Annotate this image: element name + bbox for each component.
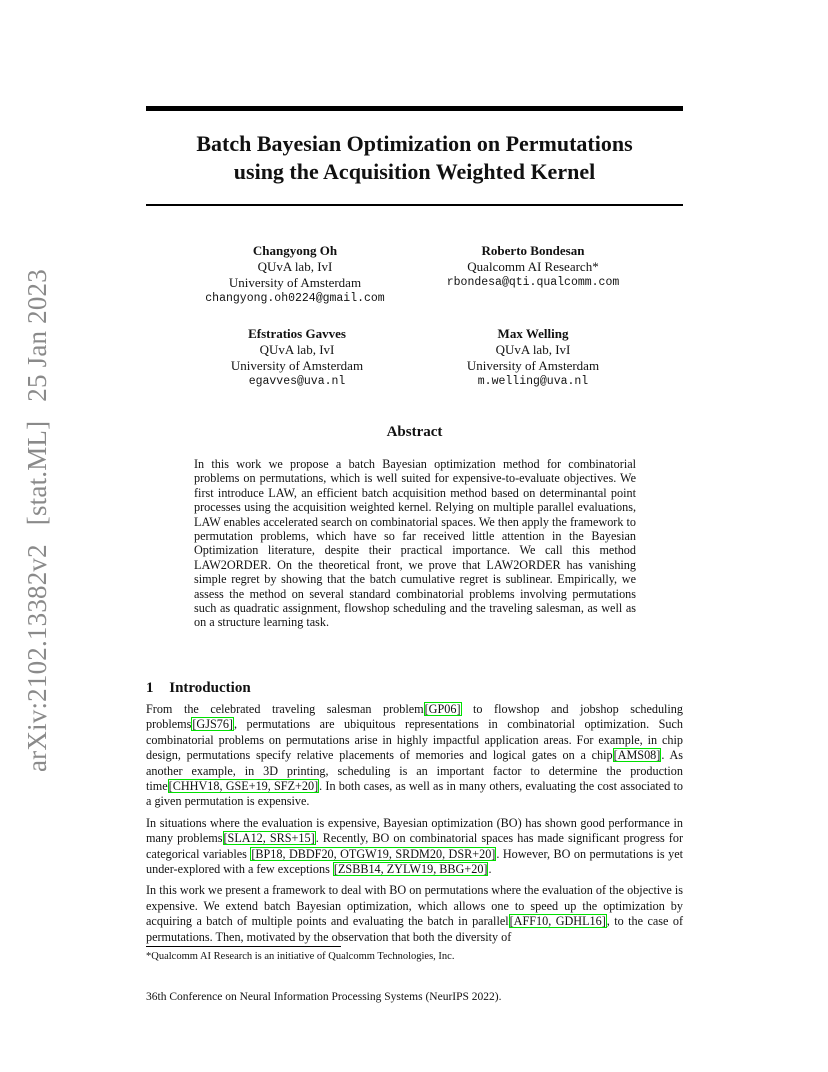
footnote: *Qualcomm AI Research is an initiative of Qualcomm Technologies, Inc. xyxy=(146,951,455,962)
paragraph-text: , permutations are ubiquitous representations in combinatorial optimization. Such combinatorial problems on permutations arise in highly impactful application areas. For example, in chip design, permutations specify relative placements of memories and logical gates on a chip xyxy=(146,717,683,763)
title-rule-bottom xyxy=(146,204,683,206)
paragraph-text: In this work we present a framework to deal with BO on permutations where the evaluation of the objective is expensive. We extend batch Bayesian optimization, which allows one to speed up the optimization by acquiring a batch of multiple points and evaluating the batch in parallel xyxy=(146,883,683,929)
paragraph-text: In situations where the evaluation is expensive, Bayesian optimization (BO) has shown good performance in many problems xyxy=(146,815,683,846)
author-block xyxy=(175,243,415,307)
section-title: Introduction xyxy=(169,680,251,696)
author-email[interactable]: changyong.oh0224@gmail.com xyxy=(205,292,385,305)
paragraph xyxy=(146,702,683,810)
citation-link[interactable]: [BP18, DBDF20, OTGW19, SRDM20, DSR+20] xyxy=(251,846,496,861)
author-block xyxy=(177,326,417,390)
arxiv-stamp xyxy=(22,257,53,772)
paragraph-text: , to the case of permutations. Then, motivated by the observation that both the diversity of xyxy=(146,914,683,944)
author-affiliation: QUvA lab, IvI xyxy=(495,342,571,357)
arxiv-date: 25 Jan 2023 xyxy=(22,269,52,402)
citation-link[interactable]: [CHHV18, GSE+19, SFZ+20] xyxy=(168,779,319,794)
citation-link[interactable]: [GJS76] xyxy=(192,717,233,732)
abstract-heading: Abstract xyxy=(386,424,443,440)
paragraph-text: . In both cases, as well as in many others, evaluating the cost associated to a given permutation is expensive. xyxy=(146,779,683,809)
paragraph-text: . xyxy=(488,862,492,877)
section-heading xyxy=(146,680,251,697)
author-name: Max Welling xyxy=(497,326,569,341)
section-number: 1 xyxy=(146,680,154,696)
arxiv-category: [stat.ML] xyxy=(22,420,52,526)
author-university: University of Amsterdam xyxy=(230,358,364,373)
author-name: Efstratios Gavves xyxy=(248,326,346,341)
title-line-2: using the Acquisition Weighted Kernel xyxy=(233,159,596,184)
paragraph-text: . As another example, in 3D printing, scheduling is an important factor to determine the production time xyxy=(146,748,683,794)
citation-link[interactable]: [GP06] xyxy=(424,702,461,716)
author-email[interactable]: rbondesa@qti.qualcomm.com xyxy=(446,276,620,289)
author-university: University of Amsterdam xyxy=(466,358,600,373)
abstract-text: In this work we propose a batch Bayesian optimization method for combinatorial problems on permutations, which is well suited for expensive-to-evaluate objectives. We first introduce LAW, an efficient batch acquisition method based on determinantal point processes using the acquisition weighted kernel. Relying on multiple parallel evaluations, LAW enables accelerated search on combinatorial spaces. We then apply the framework to permutation problems, which have so far received little attention in the Bayesian Optimization literature, despite their practical importance. We call this method LAW2ORDER. On the theoretical front, we prove that LAW2ORDER has vanishing simple regret by showing that the batch cumulative regret is sublinear. Empirically, we assess the method on several standard combinatorial problems involving permutations such as quadratic assignment, flowshop scheduling and the traveling salesman, as well as on a structure learning task. xyxy=(194,457,636,630)
section-body xyxy=(146,702,683,951)
author-affiliation: QUvA lab, IvI xyxy=(259,342,335,357)
title-line-1: Batch Bayesian Optimization on Permutations xyxy=(196,131,633,156)
citation-link[interactable]: [SLA12, SRS+15] xyxy=(223,831,315,846)
author-affiliation: Qualcomm AI Research* xyxy=(467,259,599,274)
author-email[interactable]: egavves@uva.nl xyxy=(248,375,346,388)
author-university: University of Amsterdam xyxy=(228,275,362,290)
footnote-rule xyxy=(146,946,341,947)
paragraph-text: From the celebrated traveling salesman problem xyxy=(146,702,424,716)
author-email[interactable]: m.welling@uva.nl xyxy=(477,375,589,388)
arxiv-id[interactable]: arXiv:2102.13382v2 xyxy=(22,544,52,772)
venue-line: 36th Conference on Neural Information Processing Systems (NeurIPS 2022). xyxy=(146,991,502,1003)
paragraph xyxy=(146,816,683,878)
paper-title xyxy=(146,130,683,186)
author-name: Changyong Oh xyxy=(252,243,338,258)
paragraph-text: to flowshop and jobshop scheduling problems xyxy=(146,702,683,732)
citation-link[interactable]: [AFF10, GDHL16] xyxy=(509,914,606,929)
author-affiliation: QUvA lab, IvI xyxy=(257,259,333,274)
citation-link[interactable]: [AMS08] xyxy=(613,748,661,763)
paragraph xyxy=(146,883,683,945)
citation-link[interactable]: [ZSBB14, ZYLW19, BBG+20] xyxy=(333,862,488,877)
paragraph-text: . However, BO on permutations is yet under-explored with a few exceptions xyxy=(146,846,683,877)
title-rule-top xyxy=(146,106,683,111)
paragraph-text: . Recently, BO on combinatorial spaces has made significant progress for categorical variables xyxy=(146,831,684,861)
author-block xyxy=(413,243,653,291)
author-block xyxy=(413,326,653,390)
author-name: Roberto Bondesan xyxy=(481,243,585,258)
